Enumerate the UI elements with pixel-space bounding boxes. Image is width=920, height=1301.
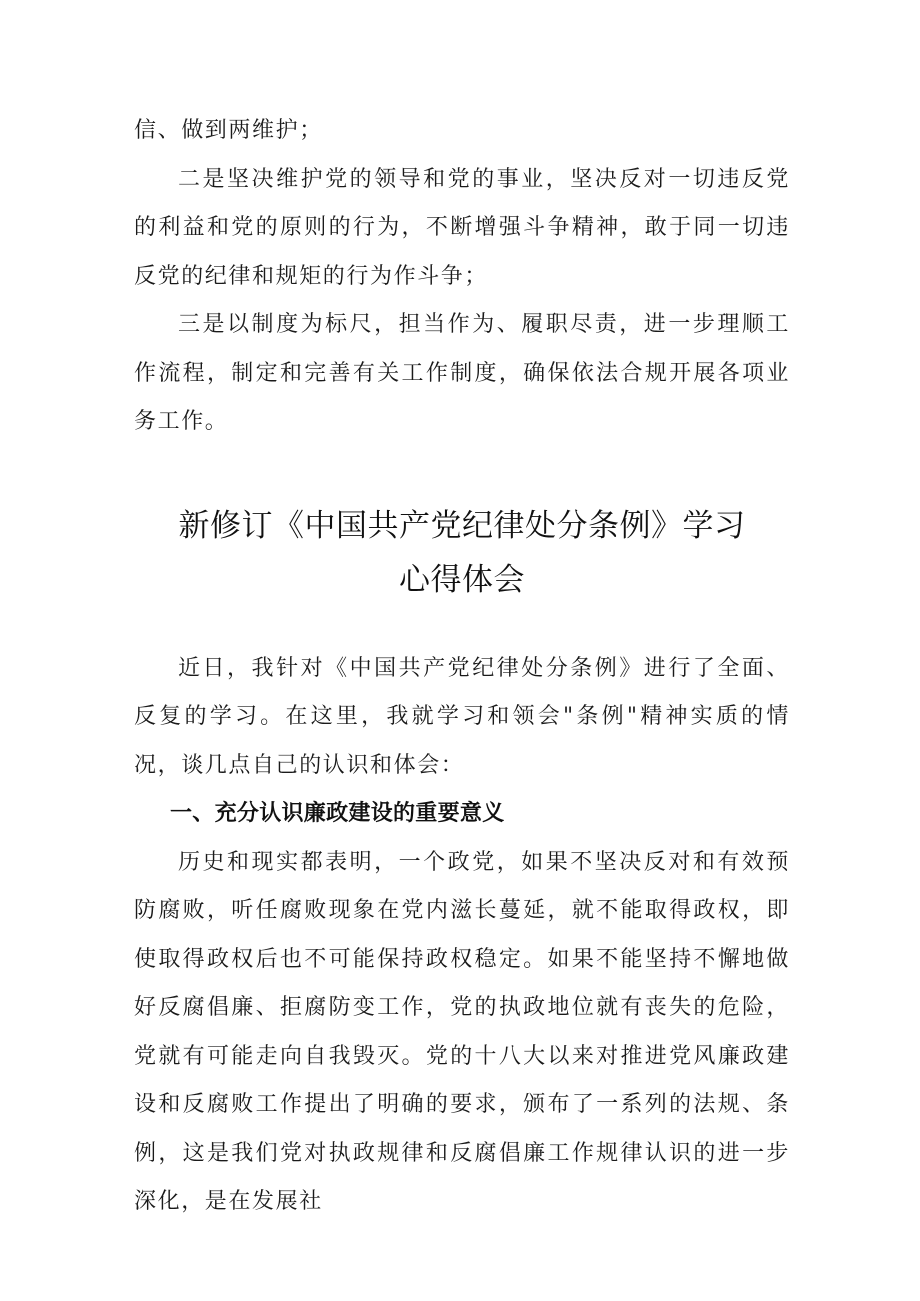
continuation-paragraph-2: 三是以制度为标尺，担当作为、履职尽责，进一步理顺工作流程，制定和完善有关工作制度，确保依法合规开展各项业务工作。: [134, 312, 790, 434]
continuation-paragraph-1: 二是坚决维护党的领导和党的事业，坚决反对一切违反党的利益和党的原则的行为，不断增强斗争精神，敢于同一切违反党的纪律和规矩的行为作斗争；: [134, 166, 790, 289]
document-content: [134, 107, 790, 1227]
continuation-paragraph-0: 信、做到两维护；: [134, 118, 323, 143]
section-1-heading: 一、充分认识廉政建设的重要意义: [170, 801, 505, 826]
document-title-line-2: 心得体会: [399, 561, 525, 598]
document-title-line-1: 新修订《中国共产党纪律处分条例》学习: [178, 507, 746, 544]
section-1-body: 历史和现实都表明，一个政党，如果不坚决反对和有效预防腐败，听任腐败现象在党内滋长蔓延，就不能取得政权，即使取得政权后也不可能保持政权稳定。如果不能坚持不懈地做好反腐倡廉、拒腐防变工作，党的执政地位就有丧失的危险，党就有可能走向自我毁灭。党的十八大以来对推进党风廉政建设和反腐败工作提出了明确的要求，颁布了一系列的法规、条例，这是我们党对执政规律和反腐倡廉工作规律认识的进一步深化，是在发展社: [134, 849, 790, 1214]
document-title: [134, 499, 790, 607]
intro-paragraph: 近日，我针对《中国共产党纪律处分条例》进行了全面、反复的学习。在这里，我就学习和领会"条例"精神实质的情况，谈几点自己的认识和体会：: [134, 655, 790, 778]
